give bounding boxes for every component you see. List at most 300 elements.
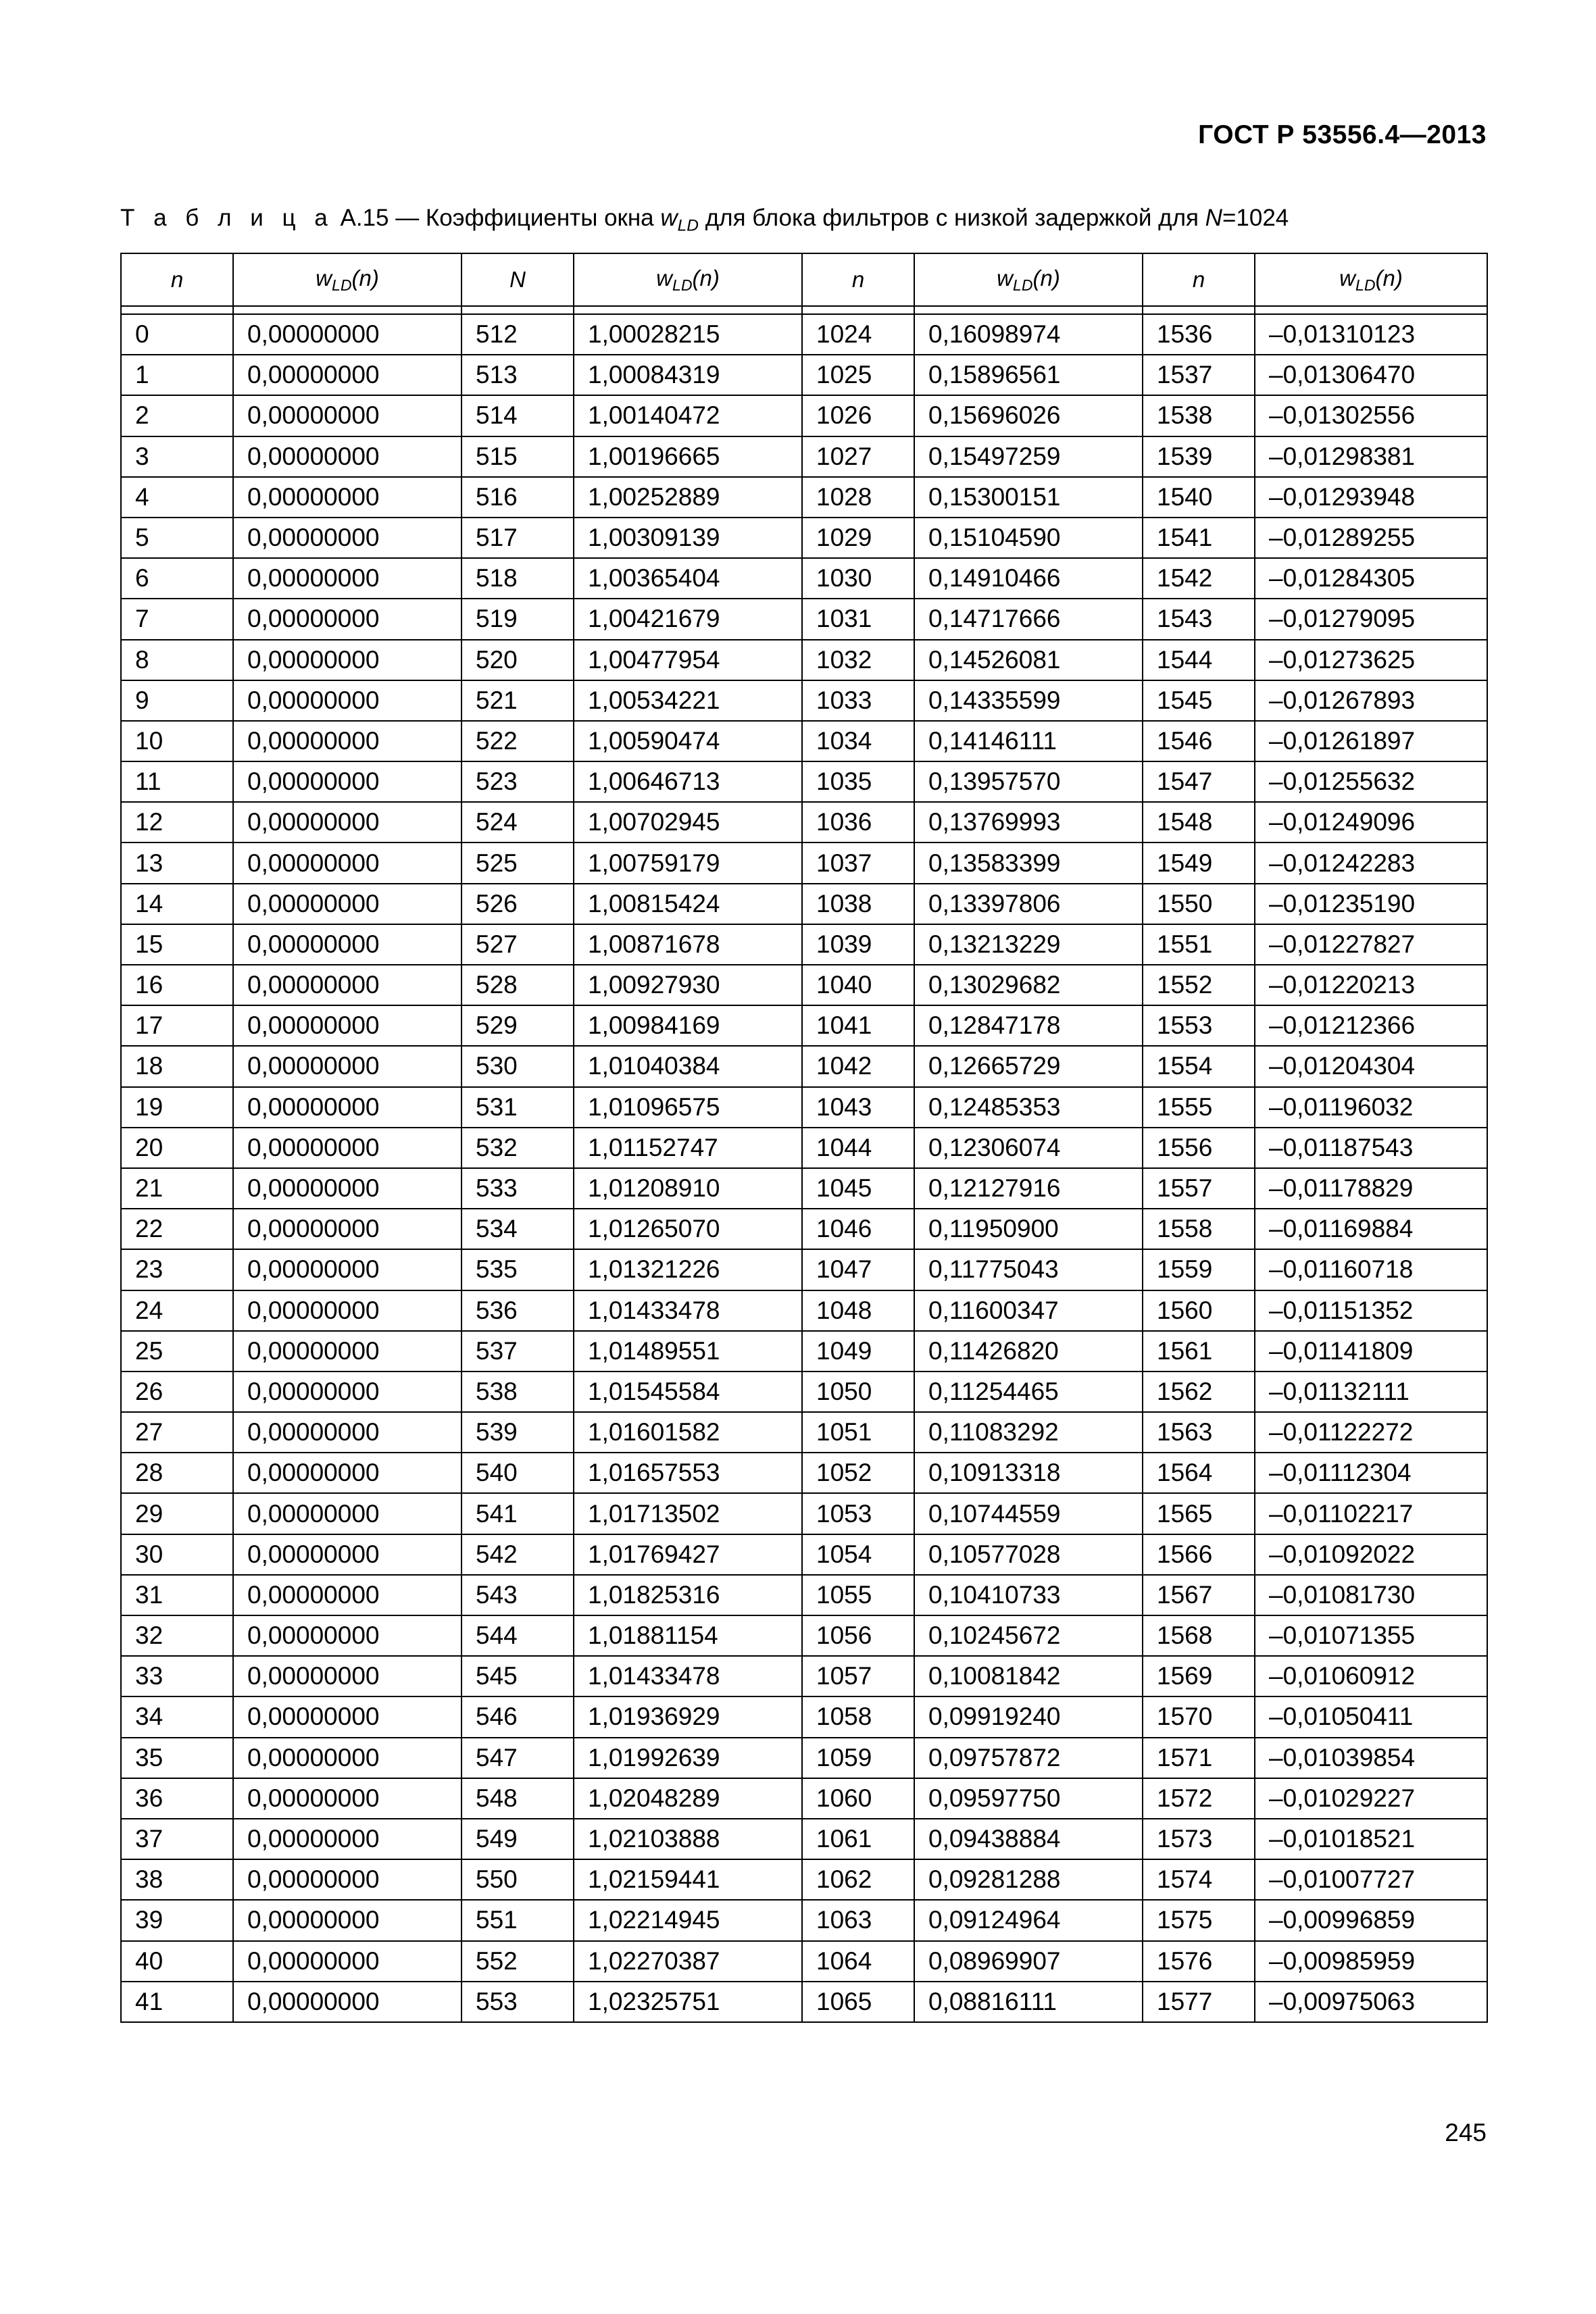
table-cell: –0,01122272 — [1255, 1412, 1487, 1453]
table-cell: 0,00000000 — [233, 436, 462, 477]
table-cell: 35 — [121, 1738, 233, 1778]
table-cell: 1,00815424 — [574, 884, 802, 924]
table-cell: 1,02270387 — [574, 1941, 802, 1982]
column-header: n — [121, 253, 233, 306]
table-cell: 1544 — [1143, 640, 1255, 680]
table-cell: 542 — [462, 1534, 574, 1575]
table-row — [121, 1575, 1487, 1615]
table-row — [121, 680, 1487, 721]
caption-symbol: w — [660, 205, 678, 231]
table-cell: 0,00000000 — [233, 1534, 462, 1575]
table-cell: 0,12485353 — [914, 1087, 1143, 1128]
table-cell: 518 — [462, 558, 574, 599]
table-cell: –0,01267893 — [1255, 680, 1487, 721]
table-cell: 28 — [121, 1453, 233, 1493]
table-cell: 1028 — [802, 477, 914, 518]
table-row — [121, 1900, 1487, 1940]
table-cell: 1,01825316 — [574, 1575, 802, 1615]
table-cell: 1,01769427 — [574, 1534, 802, 1575]
table-cell: 26 — [121, 1372, 233, 1412]
table-cell: 0,00000000 — [233, 558, 462, 599]
table-cell: 1046 — [802, 1209, 914, 1249]
table-cell: 1,00646713 — [574, 761, 802, 802]
table-cell: 1037 — [802, 842, 914, 883]
table-cell: 1041 — [802, 1005, 914, 1046]
table-cell: –0,01132111 — [1255, 1372, 1487, 1412]
table-cell: 530 — [462, 1046, 574, 1086]
table-cell: 1564 — [1143, 1453, 1255, 1493]
table-cell: 1,00590474 — [574, 721, 802, 761]
table-cell: 1,00702945 — [574, 802, 802, 842]
table-cell: 27 — [121, 1412, 233, 1453]
table-cell: 30 — [121, 1534, 233, 1575]
table-row — [121, 1493, 1487, 1534]
table-cell: 0,10577028 — [914, 1534, 1143, 1575]
table-cell: 520 — [462, 640, 574, 680]
table-cell: 543 — [462, 1575, 574, 1615]
table-cell: 553 — [462, 1982, 574, 2022]
table-cell: 1539 — [1143, 436, 1255, 477]
table-cell: 0,00000000 — [233, 1412, 462, 1453]
table-cell: 0,00000000 — [233, 965, 462, 1005]
table-row — [121, 640, 1487, 680]
table-cell: 1,01601582 — [574, 1412, 802, 1453]
table-cell: –0,01071355 — [1255, 1615, 1487, 1656]
table-cell: 1064 — [802, 1941, 914, 1982]
table-cell: 1567 — [1143, 1575, 1255, 1615]
table-cell: 0,11254465 — [914, 1372, 1143, 1412]
table-cell: –0,01160718 — [1255, 1249, 1487, 1290]
table-cell: 1543 — [1143, 599, 1255, 639]
coefficients-table — [120, 253, 1488, 2023]
table-cell: 0,11426820 — [914, 1331, 1143, 1372]
table-cell: 0,11600347 — [914, 1290, 1143, 1331]
table-cell: 0,13213229 — [914, 924, 1143, 965]
table-cell: 1554 — [1143, 1046, 1255, 1086]
table-cell: 0,00000000 — [233, 842, 462, 883]
table-cell: 1538 — [1143, 395, 1255, 436]
table-cell: 516 — [462, 477, 574, 518]
table-cell: –0,01302556 — [1255, 395, 1487, 436]
table-cell: 16 — [121, 965, 233, 1005]
table-cell: –0,01220213 — [1255, 965, 1487, 1005]
table-cell: 0,00000000 — [233, 1859, 462, 1900]
table-cell: 550 — [462, 1859, 574, 1900]
table-cell: 1030 — [802, 558, 914, 599]
table-header-row — [121, 253, 1487, 306]
table-cell: 1,02214945 — [574, 1900, 802, 1940]
table-cell: –0,00985959 — [1255, 1941, 1487, 1982]
column-header: N — [462, 253, 574, 306]
table-row — [121, 1128, 1487, 1168]
table-cell: 1,00028215 — [574, 314, 802, 355]
table-cell: 1,01936929 — [574, 1696, 802, 1737]
table-cell: 34 — [121, 1696, 233, 1737]
table-cell: 549 — [462, 1819, 574, 1859]
table-cell: 24 — [121, 1290, 233, 1331]
table-cell: 533 — [462, 1168, 574, 1209]
table-cell: 528 — [462, 965, 574, 1005]
table-cell: 1548 — [1143, 802, 1255, 842]
table-row — [121, 1453, 1487, 1493]
table-cell: 1031 — [802, 599, 914, 639]
table-cell: 1055 — [802, 1575, 914, 1615]
caption-label: Т а б л и ц а — [120, 205, 334, 231]
table-cell: 0,00000000 — [233, 1493, 462, 1534]
table-cell: 0,00000000 — [233, 1615, 462, 1656]
table-cell: –0,01178829 — [1255, 1168, 1487, 1209]
table-cell: 1553 — [1143, 1005, 1255, 1046]
table-cell: 13 — [121, 842, 233, 883]
table-cell: 11 — [121, 761, 233, 802]
table-cell: 513 — [462, 355, 574, 395]
table-cell: 1,01096575 — [574, 1087, 802, 1128]
table-row — [121, 1615, 1487, 1656]
table-cell: 1034 — [802, 721, 914, 761]
caption-symbol-sub: LD — [677, 216, 699, 235]
table-cell: 1577 — [1143, 1982, 1255, 2022]
table-cell: –0,01092022 — [1255, 1534, 1487, 1575]
table-cell: 1575 — [1143, 1900, 1255, 1940]
table-cell: 1562 — [1143, 1372, 1255, 1412]
table-cell: 10 — [121, 721, 233, 761]
table-row — [121, 1738, 1487, 1778]
table-cell: 38 — [121, 1859, 233, 1900]
page-number: 245 — [1445, 2119, 1487, 2146]
caption-param: N — [1205, 205, 1222, 231]
table-cell: 546 — [462, 1696, 574, 1737]
table-cell: 1,00534221 — [574, 680, 802, 721]
table-row — [121, 1859, 1487, 1900]
table-cell: 0,00000000 — [233, 721, 462, 761]
table-row — [121, 1046, 1487, 1086]
table-cell: 1,00871678 — [574, 924, 802, 965]
table-cell: 20 — [121, 1128, 233, 1168]
table-cell: 0,10744559 — [914, 1493, 1143, 1534]
table-cell: 0,00000000 — [233, 518, 462, 558]
table-row — [121, 1819, 1487, 1859]
table-cell: 541 — [462, 1493, 574, 1534]
table-cell: 0,00000000 — [233, 1738, 462, 1778]
table-cell: 0,00000000 — [233, 640, 462, 680]
table-cell: 0,00000000 — [233, 1696, 462, 1737]
table-cell: 1576 — [1143, 1941, 1255, 1982]
table-cell: 525 — [462, 842, 574, 883]
table-row — [121, 761, 1487, 802]
table-row — [121, 1778, 1487, 1819]
table-cell: –0,01255632 — [1255, 761, 1487, 802]
table-cell: 1039 — [802, 924, 914, 965]
table-cell: –0,01102217 — [1255, 1493, 1487, 1534]
column-header: $w_{LD}(n)$ — [233, 253, 462, 306]
caption-text-before: Коэффициенты окна — [425, 205, 661, 231]
table-cell: –0,01249096 — [1255, 802, 1487, 842]
table-cell: –0,01050411 — [1255, 1696, 1487, 1737]
table-cell: 0,00000000 — [233, 1168, 462, 1209]
table-body — [121, 314, 1487, 2022]
table-cell: 1024 — [802, 314, 914, 355]
table-cell: 1,01881154 — [574, 1615, 802, 1656]
table-cell: –0,01212366 — [1255, 1005, 1487, 1046]
table-cell: 0,00000000 — [233, 802, 462, 842]
table-cell: 1573 — [1143, 1819, 1255, 1859]
table-cell: 0,00000000 — [233, 1046, 462, 1086]
table-cell: 0,15696026 — [914, 395, 1143, 436]
table-cell: 1555 — [1143, 1087, 1255, 1128]
table-cell: 1,01152747 — [574, 1128, 802, 1168]
table-cell: 514 — [462, 395, 574, 436]
table-cell: –0,01029227 — [1255, 1778, 1487, 1819]
table-cell: 1051 — [802, 1412, 914, 1453]
table-cell: 0,00000000 — [233, 1941, 462, 1982]
table-row — [121, 721, 1487, 761]
table-cell: 548 — [462, 1778, 574, 1819]
table-cell: 0,14717666 — [914, 599, 1143, 639]
table-cell: 4 — [121, 477, 233, 518]
table-cell: 0,15104590 — [914, 518, 1143, 558]
table-cell: 1560 — [1143, 1290, 1255, 1331]
table-cell: 1568 — [1143, 1615, 1255, 1656]
table-cell: –0,01060912 — [1255, 1656, 1487, 1696]
table-cell: 1,01433478 — [574, 1290, 802, 1331]
table-cell: 537 — [462, 1331, 574, 1372]
table-cell: 0,15497259 — [914, 436, 1143, 477]
table-row — [121, 1087, 1487, 1128]
table-cell: 532 — [462, 1128, 574, 1168]
table-cell: 534 — [462, 1209, 574, 1249]
table-cell: 1541 — [1143, 518, 1255, 558]
table-cell: 0,00000000 — [233, 395, 462, 436]
table-cell: –0,01196032 — [1255, 1087, 1487, 1128]
table-cell: 1045 — [802, 1168, 914, 1209]
table-cell: –0,01204304 — [1255, 1046, 1487, 1086]
table-cell: 0,09597750 — [914, 1778, 1143, 1819]
table-cell: 552 — [462, 1941, 574, 1982]
table-cell: –0,00975063 — [1255, 1982, 1487, 2022]
table-cell: 535 — [462, 1249, 574, 1290]
table-cell: 0,00000000 — [233, 1128, 462, 1168]
table-cell: 23 — [121, 1249, 233, 1290]
table-cell: 1,00140472 — [574, 395, 802, 436]
table-cell: 522 — [462, 721, 574, 761]
table-cell: –0,01242283 — [1255, 842, 1487, 883]
table-cell: 12 — [121, 802, 233, 842]
table-cell: 1047 — [802, 1249, 914, 1290]
table-cell: 529 — [462, 1005, 574, 1046]
table-cell: 1049 — [802, 1331, 914, 1372]
header-separator — [121, 306, 1487, 314]
table-cell: 0,09438884 — [914, 1819, 1143, 1859]
table-cell: 0,00000000 — [233, 1249, 462, 1290]
table-cell: 519 — [462, 599, 574, 639]
table-cell: 1,01657553 — [574, 1453, 802, 1493]
table-row — [121, 355, 1487, 395]
table-cell: 0,13397806 — [914, 884, 1143, 924]
table-cell: 22 — [121, 1209, 233, 1249]
table-cell: 544 — [462, 1615, 574, 1656]
table-cell: 1,00984169 — [574, 1005, 802, 1046]
table-row — [121, 842, 1487, 883]
table-cell: 1043 — [802, 1087, 914, 1128]
table-cell: –0,01235190 — [1255, 884, 1487, 924]
table-cell: 1550 — [1143, 884, 1255, 924]
table-cell: 1058 — [802, 1696, 914, 1737]
table-cell: 0,00000000 — [233, 355, 462, 395]
table-cell: 1036 — [802, 802, 914, 842]
table-cell: 0,14146111 — [914, 721, 1143, 761]
table-caption — [120, 205, 1289, 235]
table-cell: 17 — [121, 1005, 233, 1046]
table-cell: 0,12665729 — [914, 1046, 1143, 1086]
table-cell: 1062 — [802, 1859, 914, 1900]
table-cell: 5 — [121, 518, 233, 558]
table-cell: 1,00084319 — [574, 355, 802, 395]
table-cell: 1026 — [802, 395, 914, 436]
table-cell: 0,00000000 — [233, 477, 462, 518]
table-cell: 1033 — [802, 680, 914, 721]
table-cell: 538 — [462, 1372, 574, 1412]
table-cell: 1552 — [1143, 965, 1255, 1005]
table-cell: 0,16098974 — [914, 314, 1143, 355]
table-cell: 536 — [462, 1290, 574, 1331]
table-cell: 545 — [462, 1656, 574, 1696]
caption-text-after: для блока фильтров с низкой задержкой для — [699, 205, 1205, 231]
table-row — [121, 802, 1487, 842]
table-cell: 1038 — [802, 884, 914, 924]
table-cell: 547 — [462, 1738, 574, 1778]
table-cell: 14 — [121, 884, 233, 924]
table-cell: 0,14526081 — [914, 640, 1143, 680]
table-cell: –0,01039854 — [1255, 1738, 1487, 1778]
table-cell: 527 — [462, 924, 574, 965]
table-cell: 1060 — [802, 1778, 914, 1819]
table-cell: 1,01433478 — [574, 1656, 802, 1696]
table-cell: 1,01545584 — [574, 1372, 802, 1412]
table-cell: 0,00000000 — [233, 1331, 462, 1372]
table-cell: 32 — [121, 1615, 233, 1656]
table-cell: 1048 — [802, 1290, 914, 1331]
table-cell: 1574 — [1143, 1859, 1255, 1900]
table-row — [121, 1696, 1487, 1737]
table-row — [121, 518, 1487, 558]
table-cell: 1056 — [802, 1615, 914, 1656]
table-cell: 540 — [462, 1453, 574, 1493]
table-cell: 18 — [121, 1046, 233, 1086]
table-row — [121, 1412, 1487, 1453]
table-cell: 1559 — [1143, 1249, 1255, 1290]
table-cell: 0,00000000 — [233, 599, 462, 639]
table-cell: 0,10081842 — [914, 1656, 1143, 1696]
table-row — [121, 477, 1487, 518]
table-cell: 1563 — [1143, 1412, 1255, 1453]
table-cell: 1,01713502 — [574, 1493, 802, 1534]
table-cell: 539 — [462, 1412, 574, 1453]
table-cell: 0,11083292 — [914, 1412, 1143, 1453]
table-cell: 1032 — [802, 640, 914, 680]
table-cell: 1,02103888 — [574, 1819, 802, 1859]
table-cell: 37 — [121, 1819, 233, 1859]
table-cell: –0,00996859 — [1255, 1900, 1487, 1940]
table-cell: –0,01227827 — [1255, 924, 1487, 965]
table-cell: 551 — [462, 1900, 574, 1940]
table-cell: 523 — [462, 761, 574, 802]
table-cell: 521 — [462, 680, 574, 721]
table-cell: –0,01007727 — [1255, 1859, 1487, 1900]
table-row — [121, 314, 1487, 355]
table-cell: 0,00000000 — [233, 884, 462, 924]
caption-number: А.15 — [340, 205, 389, 231]
table-cell: 1057 — [802, 1656, 914, 1696]
table-cell: 1566 — [1143, 1534, 1255, 1575]
table-cell: 0,09919240 — [914, 1696, 1143, 1737]
table-cell: 1546 — [1143, 721, 1255, 761]
table-row — [121, 599, 1487, 639]
column-header: n — [1143, 253, 1255, 306]
table-cell: 0,00000000 — [233, 761, 462, 802]
table-cell: 1537 — [1143, 355, 1255, 395]
table-cell: 1,00927930 — [574, 965, 802, 1005]
table-cell: 0,00000000 — [233, 1290, 462, 1331]
table-cell: 0,12306074 — [914, 1128, 1143, 1168]
table-cell: 1,00309139 — [574, 518, 802, 558]
table-cell: 9 — [121, 680, 233, 721]
table-cell: –0,01187543 — [1255, 1128, 1487, 1168]
table-cell: –0,01151352 — [1255, 1290, 1487, 1331]
table-row — [121, 884, 1487, 924]
table-cell: 6 — [121, 558, 233, 599]
table-row — [121, 558, 1487, 599]
table-cell: 531 — [462, 1087, 574, 1128]
table-cell: –0,01018521 — [1255, 1819, 1487, 1859]
table-cell: 0,09281288 — [914, 1859, 1143, 1900]
table-cell: 0,15300151 — [914, 477, 1143, 518]
table-cell: 1571 — [1143, 1738, 1255, 1778]
table-row — [121, 395, 1487, 436]
table-cell: 40 — [121, 1941, 233, 1982]
table-cell: 1063 — [802, 1900, 914, 1940]
table-cell: 1547 — [1143, 761, 1255, 802]
table-cell: 0,11775043 — [914, 1249, 1143, 1290]
table-row — [121, 924, 1487, 965]
table-row — [121, 1209, 1487, 1249]
table-cell: –0,01298381 — [1255, 436, 1487, 477]
table-cell: 0,00000000 — [233, 680, 462, 721]
table-row — [121, 1290, 1487, 1331]
table-cell: –0,01169884 — [1255, 1209, 1487, 1249]
table-cell: 0,00000000 — [233, 1087, 462, 1128]
table-cell: 1,02048289 — [574, 1778, 802, 1819]
table-cell: 1557 — [1143, 1168, 1255, 1209]
table-cell: 0,00000000 — [233, 314, 462, 355]
table-cell: 1040 — [802, 965, 914, 1005]
table-cell: 1,01992639 — [574, 1738, 802, 1778]
table-cell: 0,13583399 — [914, 842, 1143, 883]
table-cell: 0,08969907 — [914, 1941, 1143, 1982]
table-cell: 1,00365404 — [574, 558, 802, 599]
table-cell: 1542 — [1143, 558, 1255, 599]
table-cell: 1054 — [802, 1534, 914, 1575]
table-cell: 0,08816111 — [914, 1982, 1143, 2022]
table-cell: 0,10913318 — [914, 1453, 1143, 1493]
table-row — [121, 1372, 1487, 1412]
table-cell: 1,02325751 — [574, 1982, 802, 2022]
table-cell: 1025 — [802, 355, 914, 395]
table-cell: 1,00252889 — [574, 477, 802, 518]
table-cell: 1065 — [802, 1982, 914, 2022]
table-cell: 0,00000000 — [233, 1900, 462, 1940]
table-row — [121, 965, 1487, 1005]
table-cell: 0,00000000 — [233, 1575, 462, 1615]
